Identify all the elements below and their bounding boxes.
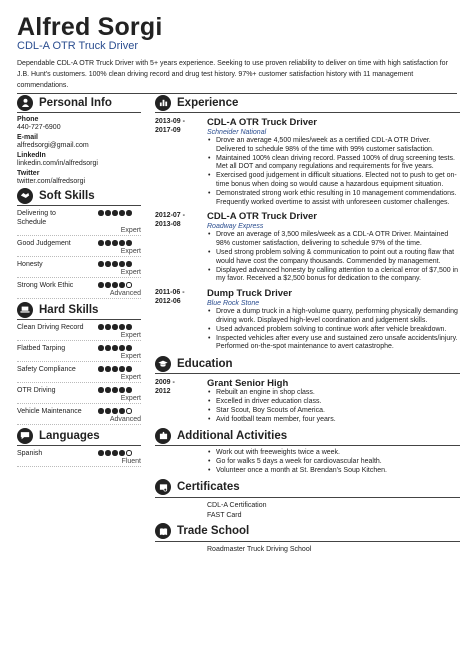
skill-level: Expert xyxy=(17,248,141,257)
rating-dot xyxy=(126,240,132,246)
job-bullet: • Inspected vehicles after every use and sustained zero unsafe accidents/injury. Performed on-the-spot maintenance to avert catastrophe. xyxy=(207,335,460,353)
rating-dot xyxy=(119,366,125,372)
candidate-role: CDL-A OTR Truck Driver xyxy=(17,40,139,52)
skill-name: OTR Driving xyxy=(17,387,56,394)
rating-dot xyxy=(119,408,125,414)
skill-name: Good Judgement xyxy=(17,240,71,247)
info-value: twitter.com/alfredsorgi xyxy=(17,178,86,185)
certificate-icon xyxy=(155,479,171,495)
rating-dot xyxy=(119,450,125,456)
education-dates: 2009 - 2012 xyxy=(155,379,175,396)
rating-dot xyxy=(126,366,132,372)
education-entry xyxy=(155,378,460,424)
skill-row xyxy=(17,239,141,248)
laptop-icon xyxy=(17,302,33,318)
job-bullets xyxy=(207,308,460,352)
rating-dot xyxy=(112,282,118,288)
rating-dot xyxy=(112,210,118,216)
trade-school-list xyxy=(155,545,460,555)
languages-heading xyxy=(17,429,141,446)
job-company: Roadway Express xyxy=(207,223,264,231)
rating-dot xyxy=(98,261,104,267)
rating-dot xyxy=(112,345,118,351)
candidate-name: Alfred Sorgi xyxy=(17,13,163,41)
summary: Dependable CDL-A OTR Truck Driver with 5+ years experience. Seeking to use proven reliability to deliver on time with high satisfaction for J.B. Hunt's customers. 100% clean driving record and drug test history. 97%+ customer satisfaction history with 11 management commendations. xyxy=(17,60,448,89)
skill-level: Expert xyxy=(17,269,141,278)
job-entry xyxy=(155,288,460,352)
education-bullet: • Star Scout, Boy Scouts of America. xyxy=(207,407,460,416)
skill-rating xyxy=(98,387,133,393)
rating-dot xyxy=(126,282,132,288)
education-bullet: • Avid football team member, four years. xyxy=(207,416,460,425)
activities-bullets xyxy=(207,449,460,475)
rating-dot xyxy=(119,324,125,330)
job-bullet: • Displayed advanced honesty by calling attention to a clerical error of $7,500 in my favor. Received a $2,500 bonus for dedication to the company. xyxy=(207,267,460,285)
rating-dot xyxy=(98,282,104,288)
book-icon xyxy=(155,523,171,539)
job-entry xyxy=(155,117,460,207)
rating-dot xyxy=(126,408,132,414)
soft-skills-list xyxy=(17,209,141,299)
certificates-title: Certificates xyxy=(177,481,240,494)
education-title: Education xyxy=(177,357,233,370)
rating-dot xyxy=(126,261,132,267)
person-icon xyxy=(17,95,33,111)
rating-dot xyxy=(126,345,132,351)
skill-row xyxy=(17,323,141,332)
job-bullet: • Drove a dump truck in a high-volume quarry, performing physically demanding driving work. Displayed high-level coordination and judgement skills. xyxy=(207,308,460,326)
rating-dot xyxy=(105,345,111,351)
rating-dot xyxy=(105,261,111,267)
info-label: E-mail xyxy=(17,134,39,141)
personal-info-heading xyxy=(17,96,141,113)
skill-level: Advanced xyxy=(17,416,141,425)
rating-dot xyxy=(112,408,118,414)
job-title: CDL-A OTR Truck Driver xyxy=(207,211,317,223)
job-dates: 2011-06 - 2012-06 xyxy=(155,289,185,306)
skill-name: Honesty xyxy=(17,261,43,268)
rating-dot xyxy=(126,387,132,393)
activities-title: Additional Activities xyxy=(177,429,288,442)
rating-dot xyxy=(105,450,111,456)
skill-rating xyxy=(98,408,133,414)
rating-dot xyxy=(112,324,118,330)
rating-dot xyxy=(98,210,104,216)
education-bullet: • Excelled in driver education class. xyxy=(207,398,460,407)
soft-skills-title: Soft Skills xyxy=(39,189,95,202)
rating-dot xyxy=(105,240,111,246)
hard-skills-list xyxy=(17,323,141,425)
job-body xyxy=(207,211,460,284)
languages-list xyxy=(17,449,141,467)
rating-dot xyxy=(105,210,111,216)
certificate-item: CDL-A Certification xyxy=(207,501,267,509)
skill-name: Flatbed Tarping xyxy=(17,345,66,352)
rating-dot xyxy=(105,282,111,288)
graduation-cap-icon xyxy=(155,356,171,372)
certificate-item: FAST Card xyxy=(207,511,242,519)
skill-rating xyxy=(98,240,133,246)
skill-level: Expert xyxy=(17,353,141,362)
experience-title: Experience xyxy=(177,96,239,109)
right-column xyxy=(155,96,460,555)
experience-list xyxy=(155,117,460,352)
activity-bullet: • Volunteer once a month at St. Brendan's Soup Kitchen. xyxy=(207,467,460,476)
rating-dot xyxy=(112,387,118,393)
skill-row xyxy=(17,209,141,227)
info-value: linkedin.com/in/alfredsorgi xyxy=(17,160,98,167)
rating-dot xyxy=(119,261,125,267)
education-bullets xyxy=(207,389,460,424)
rating-dot xyxy=(112,261,118,267)
rating-dot xyxy=(112,240,118,246)
left-column xyxy=(17,96,141,470)
skill-name: Delivering to Schedule xyxy=(17,210,56,226)
rating-dot xyxy=(105,324,111,330)
job-company: Blue Rock Stone xyxy=(207,300,260,308)
skill-rating xyxy=(98,210,133,216)
skill-rating xyxy=(98,450,133,456)
certificates-heading xyxy=(155,481,460,498)
rating-dot xyxy=(98,450,104,456)
rating-dot xyxy=(126,324,132,330)
hard-skills-heading xyxy=(17,303,141,320)
rating-dot xyxy=(119,282,125,288)
bar-chart-icon xyxy=(155,95,171,111)
rating-dot xyxy=(126,450,132,456)
trade-school-heading xyxy=(155,525,460,542)
job-bullets xyxy=(207,231,460,284)
job-body xyxy=(207,117,460,207)
info-label: Phone xyxy=(17,116,39,123)
rating-dot xyxy=(105,408,111,414)
info-value: alfredsorgi@gmail.com xyxy=(17,142,89,149)
job-bullet: • Used advanced problem solving to continue work after vehicle breakdown. xyxy=(207,326,460,335)
info-label: Twitter xyxy=(17,170,40,177)
school-name: Grant Senior High xyxy=(207,378,289,390)
skill-row xyxy=(17,386,141,395)
skill-name: Safety Compliance xyxy=(17,366,76,373)
hard-skills-title: Hard Skills xyxy=(39,303,99,316)
rating-dot xyxy=(98,387,104,393)
header-divider xyxy=(17,93,457,94)
education-heading xyxy=(155,357,460,374)
skill-row xyxy=(17,449,141,458)
rating-dot xyxy=(98,345,104,351)
skill-level: Expert xyxy=(17,227,141,236)
skill-rating xyxy=(98,324,133,330)
rating-dot xyxy=(98,324,104,330)
skill-row xyxy=(17,344,141,353)
rating-dot xyxy=(98,240,104,246)
handshake-icon xyxy=(17,188,33,204)
personal-info-fields xyxy=(17,116,141,185)
skill-level: Advanced xyxy=(17,290,141,299)
rating-dot xyxy=(112,450,118,456)
skill-row xyxy=(17,260,141,269)
skill-row xyxy=(17,365,141,374)
activity-bullet: • Work out with freeweights twice a week. xyxy=(207,449,460,458)
skill-row xyxy=(17,281,141,290)
job-bullet: • Maintained 100% clean driving record. Passed 100% of drug screening tests. Met all DOT and company regulations and requirements for five years. xyxy=(207,155,460,173)
skill-level: Expert xyxy=(17,374,141,383)
rating-dot xyxy=(105,387,111,393)
info-label: LinkedIn xyxy=(17,152,46,159)
skill-rating xyxy=(98,261,133,267)
skill-level: Expert xyxy=(17,332,141,341)
job-body xyxy=(207,288,460,352)
rating-dot xyxy=(119,240,125,246)
skill-row xyxy=(17,407,141,416)
skill-rating xyxy=(98,345,133,351)
job-dates: 2012-07 - 2013-08 xyxy=(155,212,185,229)
rating-dot xyxy=(98,408,104,414)
info-value: 440-727-6900 xyxy=(17,124,61,131)
job-dates: 2013-09 - 2017-09 xyxy=(155,118,185,134)
puzzle-icon xyxy=(155,428,171,444)
rating-dot xyxy=(98,366,104,372)
job-bullet: • Demonstrated strong work ethic resulting in 10 management commendations. Frequently worked overtime to assist with unforeseen customer challenges. xyxy=(207,190,460,208)
trade-school-title: Trade School xyxy=(177,525,250,538)
skill-level: Fluent xyxy=(17,458,141,467)
job-company: Schneider National xyxy=(207,129,267,136)
skill-name: Strong Work Ethic xyxy=(17,282,74,289)
rating-dot xyxy=(112,366,118,372)
rating-dot xyxy=(119,387,125,393)
skill-name: Clean Driving Record xyxy=(17,324,84,331)
activities-heading xyxy=(155,429,460,446)
rating-dot xyxy=(126,210,132,216)
job-bullets xyxy=(207,137,460,207)
job-bullet: • Used strong problem solving & communication to point out a routing flaw that would have cost the company thousands. Commended by management. xyxy=(207,249,460,267)
trade-school-item: Roadmaster Truck Driving School xyxy=(207,545,312,553)
rating-dot xyxy=(105,366,111,372)
rating-dot xyxy=(119,210,125,216)
job-bullet: • Drove an average of 3,500 miles/week as a CDL-A OTR Driver. Maintained 98% customer satisfaction, delivering to schedule 97% of the time. xyxy=(207,231,460,249)
skill-name: Spanish xyxy=(17,450,43,457)
job-title: Dump Truck Driver xyxy=(207,288,292,300)
personal-info-title: Personal Info xyxy=(39,96,112,109)
skill-name: Vehicle Maintenance xyxy=(17,408,82,415)
skill-rating xyxy=(98,282,133,288)
soft-skills-heading xyxy=(17,189,141,206)
job-bullet: • Exercised good judgement in difficult situations. Elected not to push to get on-time bonus when doing so would cause a hazardous equipment situation. xyxy=(207,172,460,190)
certificates-list xyxy=(155,501,460,521)
rating-dot xyxy=(119,345,125,351)
skill-rating xyxy=(98,366,133,372)
languages-title: Languages xyxy=(39,429,100,442)
education-bullet: • Rebuilt an engine in shop class. xyxy=(207,389,460,398)
job-entry xyxy=(155,211,460,284)
activity-bullet: • Go for walks 5 days a week for cardiovascular health. xyxy=(207,458,460,467)
job-bullet: • Drove an average 4,500 miles/week as a certified CDL-A OTR Driver. Delivered to schedule 98% of the time with 99% customer satisfaction. xyxy=(207,137,460,155)
job-title: CDL-A OTR Truck Driver xyxy=(207,117,317,128)
experience-heading xyxy=(155,96,460,113)
speech-bubble-icon xyxy=(17,428,33,444)
skill-level: Expert xyxy=(17,395,141,404)
